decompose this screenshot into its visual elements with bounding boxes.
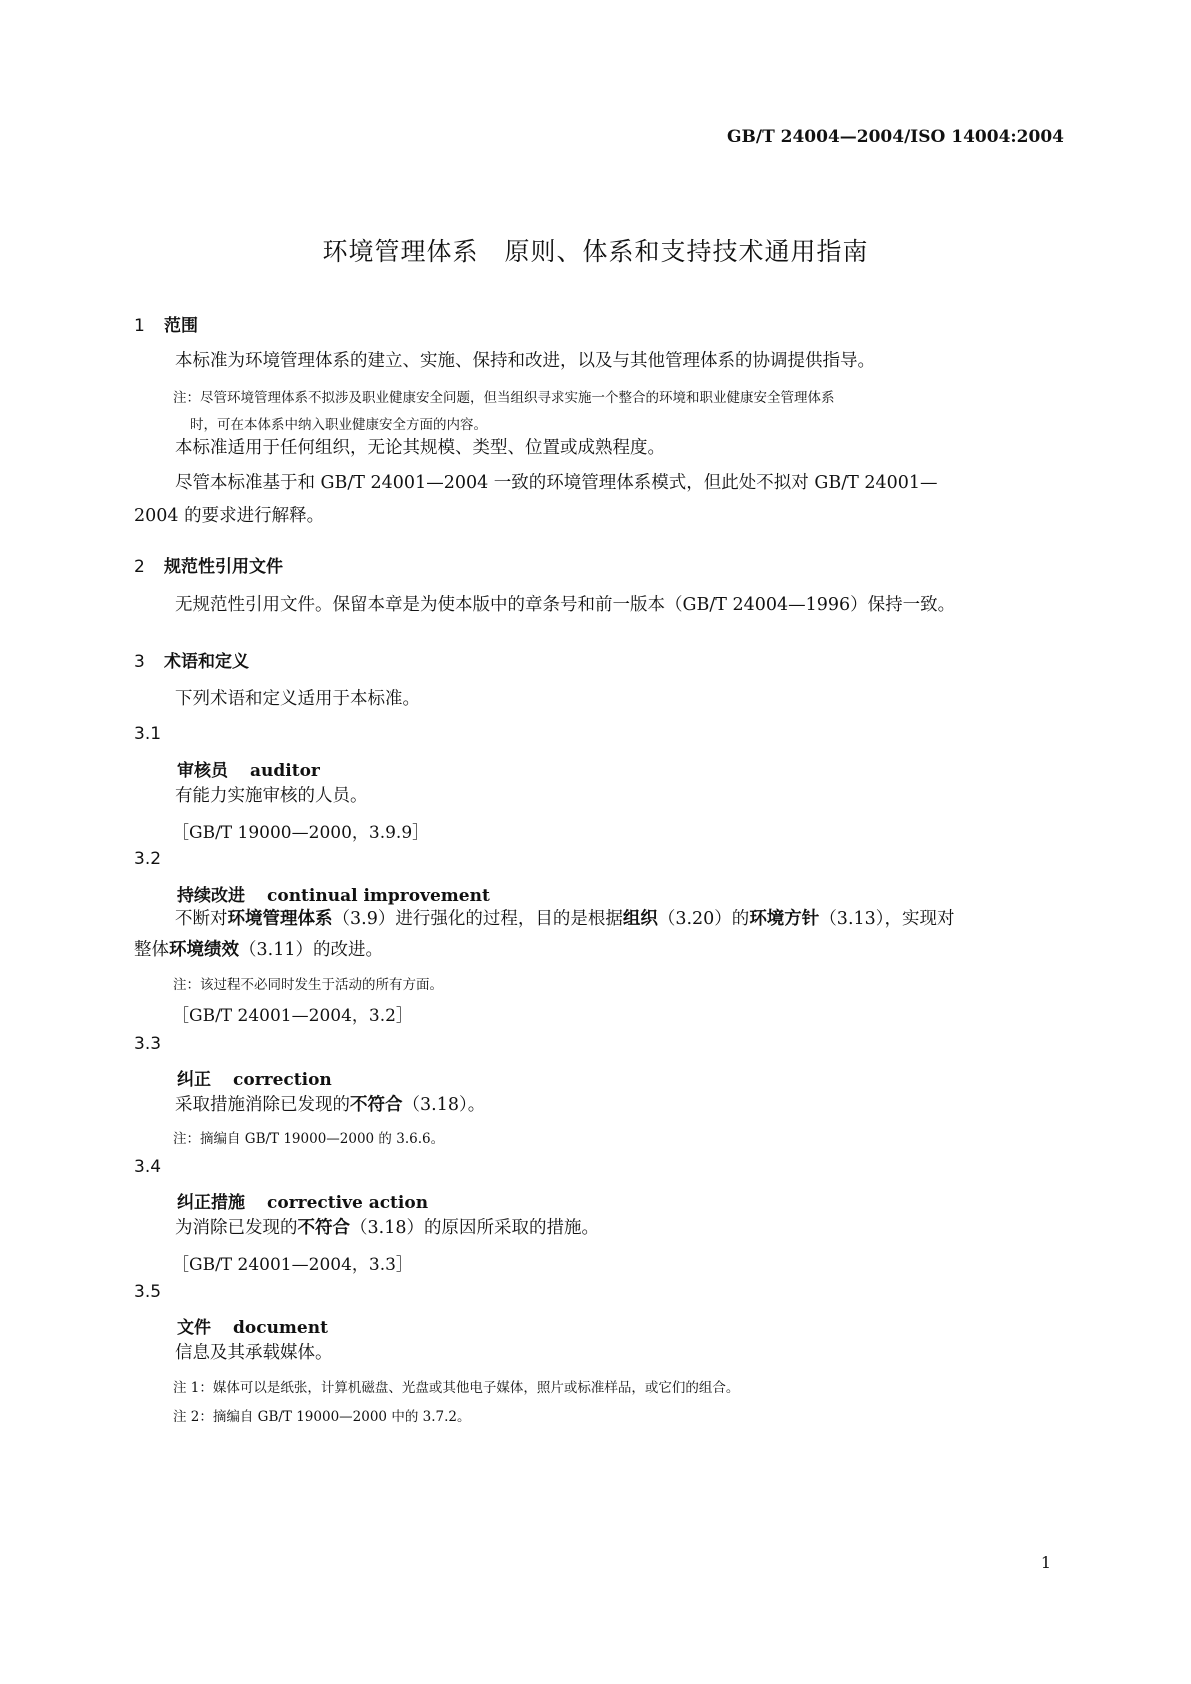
definition-continuation [134, 942, 383, 960]
paragraph: 下列术语和定义适用于本标准。 [175, 689, 420, 709]
definition-text: （3.9）进行强化的过程，目的是根据 [332, 909, 623, 929]
term-link: 不符合 [350, 1095, 403, 1115]
document-title: 环境管理体系 原则、体系和支持技术通用指南 [322, 237, 869, 266]
note: 注 2：摘编自 GB/T 19000—2000 中的 3.7.2。 [173, 1409, 471, 1425]
term-zh: 持续改进 [177, 886, 245, 906]
definition [175, 1097, 485, 1115]
clause-number: 3.5 [134, 1282, 162, 1302]
note-continuation: 时，可在本体系中纳入职业健康安全方面的内容。 [190, 417, 487, 433]
definition: 有能力实施审核的人员。 [175, 786, 368, 806]
source-reference: ［GB/T 24001—2004，3.3］ [172, 1255, 413, 1275]
definition-text: （3.18）的原因所采取的措施。 [350, 1218, 599, 1238]
term-heading [177, 881, 490, 906]
term-link: 环境管理体系 [227, 909, 333, 929]
term-heading [177, 1313, 328, 1338]
section-number: 2 [134, 557, 145, 577]
source-reference: ［GB/T 19000—2000，3.9.9］ [172, 823, 430, 843]
term-en: correction [233, 1070, 332, 1090]
definition-text: （3.18）。 [402, 1095, 486, 1115]
term-heading [177, 1065, 332, 1090]
paragraph: 本标准适用于任何组织，无论其规模、类型、位置或成熟程度。 [175, 438, 665, 458]
term-en: corrective action [267, 1193, 429, 1213]
term-zh: 纠正 [177, 1070, 211, 1090]
clause-number: 3.4 [134, 1157, 162, 1177]
section-title: 术语和定义 [164, 652, 249, 672]
page-number: 1 [1040, 1553, 1051, 1572]
definition [175, 911, 955, 929]
definition [175, 1220, 599, 1238]
definition-text: 不断对 [175, 909, 228, 929]
definition-text: （3.13），实现对 [819, 909, 955, 929]
term-en: document [233, 1318, 328, 1338]
paragraph-continuation: 2004 的要求进行解释。 [134, 506, 325, 526]
term-link: 环境绩效 [169, 940, 239, 960]
definition: 信息及其承载媒体。 [175, 1343, 333, 1363]
term-heading [177, 756, 320, 781]
section-3-heading [134, 647, 249, 672]
section-title: 范围 [164, 316, 198, 336]
paragraph: 本标准为环境管理体系的建立、实施、保持和改进，以及与其他管理体系的协调提供指导。 [175, 351, 875, 371]
standard-code-header: GB/T 24004—2004/ISO 14004:2004 [726, 127, 1064, 147]
section-2-heading [134, 552, 283, 577]
term-heading [177, 1188, 428, 1213]
note: 注：尽管环境管理体系不拟涉及职业健康安全问题，但当组织寻求实施一个整合的环境和职业健康安全管理体系 [173, 390, 835, 406]
definition-text: 整体 [134, 940, 169, 960]
clause-number: 3.1 [134, 724, 162, 744]
paragraph: 尽管本标准基于和 GB/T 24001—2004 一致的环境管理体系模式，但此处不拟对 GB/T 24001— [175, 473, 938, 493]
paragraph: 无规范性引用文件。保留本章是为使本版中的章条号和前一版本（GB/T 24004—1996）保持一致。 [175, 595, 956, 615]
section-1-heading [134, 311, 198, 336]
definition-text: 采取措施消除已发现的 [175, 1095, 350, 1115]
term-link: 不符合 [297, 1218, 350, 1238]
source-reference: ［GB/T 24001—2004，3.2］ [172, 1006, 413, 1026]
section-number: 3 [134, 652, 145, 672]
definition-text: 为消除已发现的 [175, 1218, 298, 1238]
clause-number: 3.2 [134, 849, 162, 869]
term-zh: 文件 [177, 1318, 211, 1338]
term-zh: 审核员 [177, 761, 228, 781]
note: 注：摘编自 GB/T 19000—2000 的 3.6.6。 [173, 1131, 445, 1147]
note: 注：该过程不必同时发生于活动的所有方面。 [173, 977, 443, 993]
clause-number: 3.3 [134, 1034, 162, 1054]
definition-text: （3.20）的 [657, 909, 750, 929]
term-en: auditor [250, 761, 320, 781]
note: 注 1：媒体可以是纸张，计算机磁盘、光盘或其他电子媒体，照片或标准样品，或它们的组合。 [173, 1380, 740, 1396]
term-link: 组织 [622, 909, 658, 929]
term-en: continual improvement [267, 886, 490, 906]
section-title: 规范性引用文件 [164, 557, 283, 577]
term-zh: 纠正措施 [177, 1193, 245, 1213]
term-link: 环境方针 [749, 909, 820, 929]
section-number: 1 [134, 316, 145, 336]
definition-text: （3.11）的改进。 [239, 940, 383, 960]
